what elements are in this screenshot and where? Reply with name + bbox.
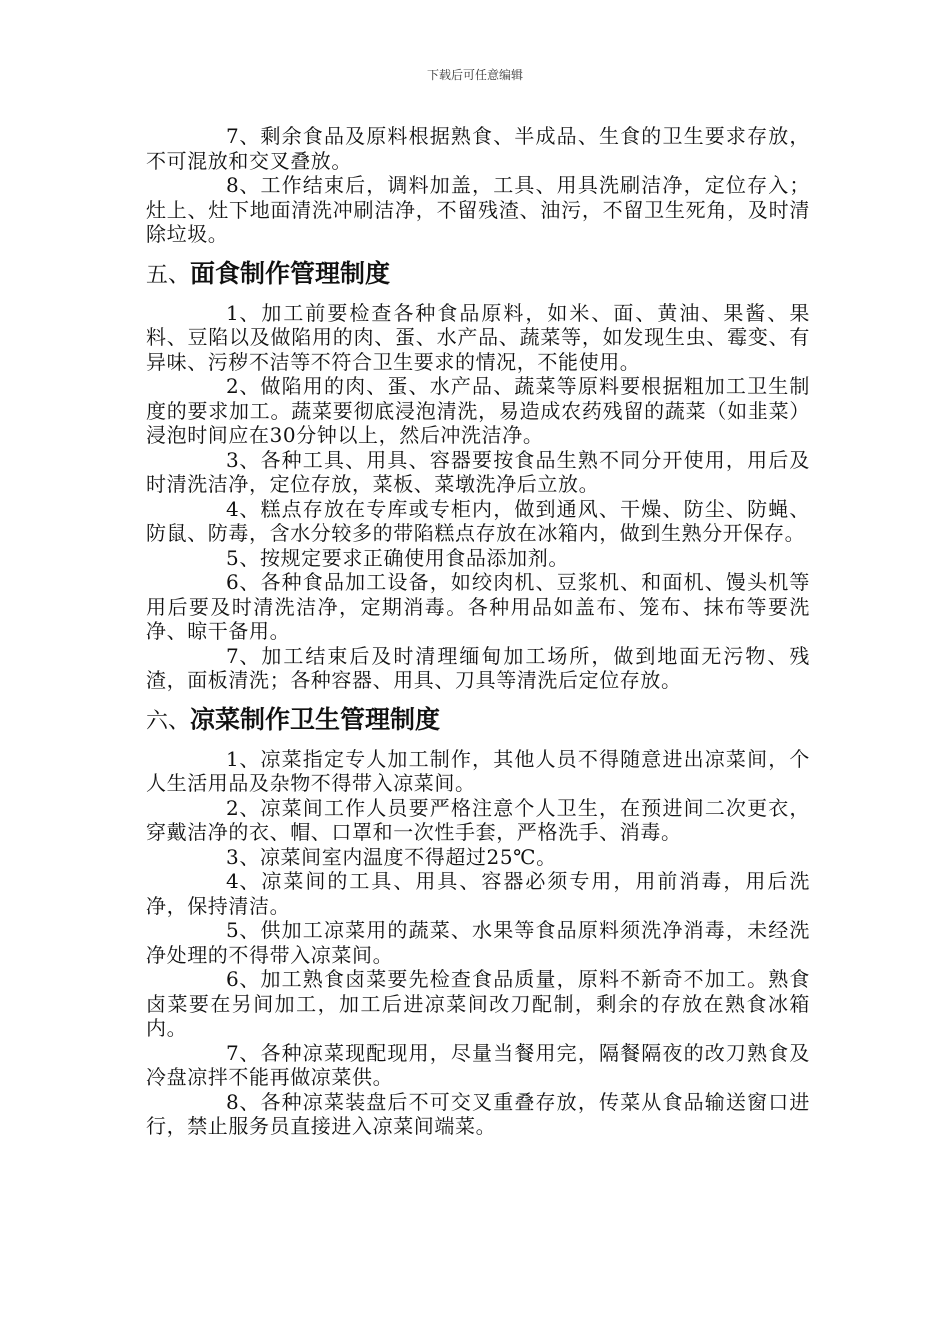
item-number: 3、: [226, 447, 260, 472]
item-text: 加工结束后及时清理缅甸加工场所，做到地面无污物、残渣，面板清洗；各种容器、用具、刀具等清洗后定位存放。: [146, 643, 810, 692]
section-number: 六、: [146, 708, 191, 734]
item-number: 2、: [226, 795, 260, 820]
item-text: 凉菜间工作人员要严格注意个人卫生，在预进间二次更衣，穿戴洁净的衣、帽、口罩和一次性手套，严格洗手、消毒。: [146, 795, 810, 844]
item-text: 工作结束后，调料加盖，工具、用具洗刷洁净，定位存入；灶上、灶下地面清洗冲刷洁净，不留残渣、油污，不留卫生死角，及时清除垃圾。: [146, 173, 810, 246]
list-item: [146, 845, 810, 870]
item-number: 3、: [226, 844, 260, 869]
list-item: [146, 967, 810, 1041]
section-6-items: [146, 747, 810, 1139]
list-item: [146, 796, 810, 845]
item-number: 1、: [226, 300, 260, 325]
item-text: 凉菜指定专人加工制作，其他人员不得随意进出凉菜间，个人生活用品及杂物不得带入凉菜间。: [146, 746, 810, 795]
item-number: 7、: [226, 124, 260, 148]
item-number: 6、: [226, 967, 260, 991]
section-number: 五、: [146, 262, 191, 288]
item-text: 各种凉菜装盘后不可交叉重叠存放，传菜从食品输送窗口进行，禁止服务员直接进入凉菜间端菜。: [146, 1089, 810, 1138]
list-item: [146, 644, 810, 693]
item-text: 做陷用的肉、蛋、水产品、蔬菜等原料要根据粗加工卫生制度的要求加工。蔬菜要彻底浸泡清洗，易造成农药残留的蔬菜（如韭菜）浸泡时间应在30分钟以上，然后冲洗洁净。: [146, 374, 810, 447]
intro-items: [146, 124, 810, 247]
item-text: 各种凉菜现配现用，尽量当餐用完，隔餐隔夜的改刀熟食及冷盘凉拌不能再做凉菜供。: [146, 1040, 810, 1089]
item-number: 4、: [226, 869, 260, 893]
item-text: 加工熟食卤菜要先检查食品质量，原料不新奇不加工。熟食卤菜要在另间加工，加工后进凉菜间改刀配制，剩余的存放在熟食冰箱内。: [146, 967, 810, 1040]
section-5-items: [146, 301, 810, 693]
item-number: 7、: [226, 1040, 260, 1065]
item-number: 1、: [226, 746, 260, 771]
item-number: 6、: [226, 570, 260, 594]
section-title: 面食制作管理制度: [190, 258, 391, 288]
page-header-note: 下载后可任意编辑: [426, 68, 523, 82]
list-item: [146, 1090, 810, 1139]
list-item: [146, 570, 810, 644]
section-heading-5: [146, 257, 810, 291]
list-item: [146, 124, 810, 173]
item-number: 4、: [226, 496, 260, 521]
item-text: 加工前要检查各种食品原料，如米、面、黄油、果酱、果料、豆陷以及做陷用的肉、蛋、水产品、蔬菜等，如发现生虫、霉变、有异味、污秽不洁等不符合卫生要求的情况，不能使用。: [146, 300, 810, 374]
list-item: [146, 301, 810, 375]
list-item: [146, 546, 810, 571]
section-title: 凉菜制作卫生管理制度: [190, 704, 441, 734]
item-number: 7、: [226, 643, 260, 668]
item-text: 凉菜间的工具、用具、容器必须专用，用前消毒，用后洗净，保持清洁。: [146, 869, 810, 918]
item-number: 8、: [226, 1089, 260, 1114]
list-item: [146, 747, 810, 796]
item-number: 8、: [226, 173, 260, 197]
item-text: 各种工具、用具、容器要按食品生熟不同分开使用，用后及时清洗洁净，定位存放，菜板、菜墩洗净后立放。: [146, 447, 810, 496]
list-item: [146, 1041, 810, 1090]
document-body: [146, 124, 810, 1139]
item-text: 供加工凉菜用的蔬菜、水果等食品原料须洗净消毒，未经洗净处理的不得带入凉菜间。: [146, 918, 810, 967]
list-item: [146, 374, 810, 448]
list-item: [146, 869, 810, 918]
item-text: 凉菜间室内温度不得超过25℃。: [259, 844, 557, 869]
item-text: 各种食品加工设备，如绞肉机、豆浆机、和面机、馒头机等用后要及时清洗洁净，定期消毒。各种用品如盖布、笼布、抹布等要洗净、晾干备用。: [146, 570, 810, 643]
list-item: [146, 448, 810, 497]
item-number: 5、: [226, 918, 260, 942]
item-number: 2、: [226, 374, 260, 398]
item-text: 按规定要求正确使用食品添加剂。: [259, 545, 569, 570]
list-item: [146, 918, 810, 967]
section-heading-6: [146, 703, 810, 737]
list-item: [146, 497, 810, 546]
item-text: 糕点存放在专库或专柜内，做到通风、干燥、防尘、防蝇、防鼠、防毒，含水分较多的带陷糕点存放在冰箱内，做到生熟分开保存。: [146, 496, 810, 545]
item-number: 5、: [226, 545, 260, 570]
list-item: [146, 173, 810, 247]
item-text: 剩余食品及原料根据熟食、半成品、生食的卫生要求存放，不可混放和交叉叠放。: [146, 124, 810, 173]
